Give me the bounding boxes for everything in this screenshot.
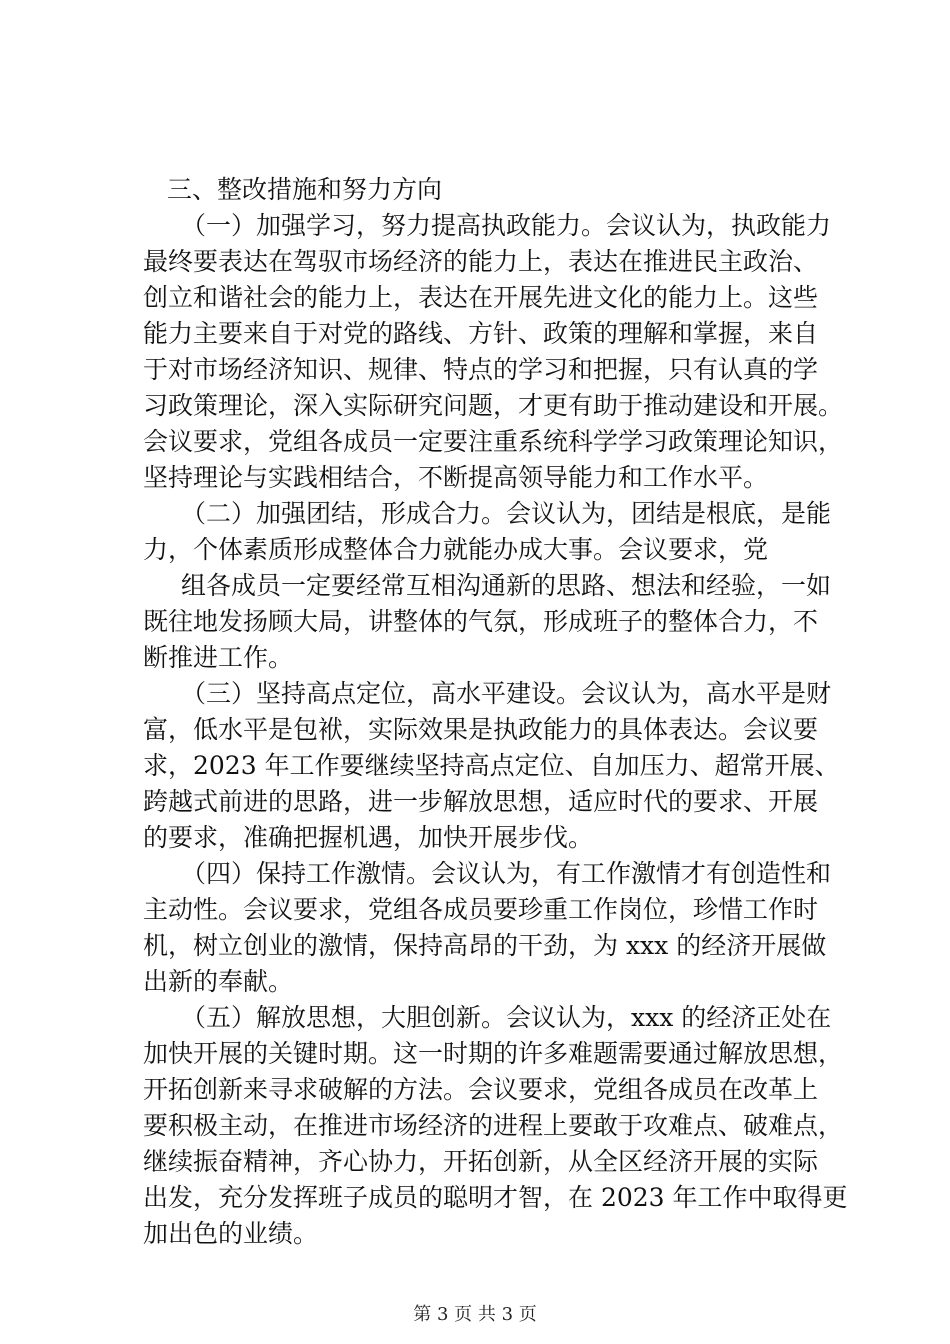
paragraph-line: 断推进工作。 [143, 643, 294, 672]
paragraph-line: 跨越式前进的思路，进一步解放思想，适应时代的要求、开展 [143, 787, 819, 816]
paragraph-line: 会议要求，党组各成员一定要注重系统科学学习政策理论知识， [143, 427, 844, 456]
paragraph-line: 组各成员一定要经常互相沟通新的思路、想法和经验，一如 [181, 571, 832, 600]
paragraph-4 [143, 676, 843, 856]
paragraph-line: 的要求，准确把握机遇，加快开展步伐。 [143, 823, 594, 852]
paragraph-line: 机，树立创业的激情，保持高昂的干劲，为 xxx 的经济开展做 [143, 931, 827, 960]
paragraph-line: 既往地发扬顾大局，讲整体的气氛，形成班子的整体合力，不 [143, 607, 819, 636]
paragraph-line: （一）加强学习，努力提高执政能力。会议认为，执政能力 [181, 211, 832, 240]
paragraph-line: 创立和谐社会的能力上，表达在开展先进文化的能力上。这些 [143, 283, 819, 312]
paragraph-line: 求，2023 年工作要继续坚持高点定位、自加压力、超常开展、 [143, 751, 840, 780]
paragraph-line: 加出色的业绩。 [143, 1219, 319, 1248]
paragraph-line: （三）坚持高点定位，高水平建设。会议认为，高水平是财 [181, 679, 832, 708]
paragraph-line: 加快开展的关键时期。这一时期的许多难题需要通过解放思想， [143, 1039, 844, 1068]
paragraph-line: 出新的奉献。 [143, 967, 294, 996]
paragraph-line: 继续振奋精神，齐心协力，开拓创新，从全区经济开展的实际 [143, 1147, 819, 1176]
paragraph-6 [143, 1000, 848, 1252]
paragraph-line: 能力主要来自于对党的路线、方针、政策的理解和掌握，来自 [143, 319, 819, 348]
paragraph-line: 最终要表达在驾驭市场经济的能力上，表达在推进民主政治、 [143, 247, 819, 276]
paragraph-line: 力，个体素质形成整体合力就能办成大事。会议要求，党 [143, 535, 769, 564]
paragraph-line: 于对市场经济知识、规律、特点的学习和把握，只有认真的学 [143, 355, 819, 384]
section-heading: 三、整改措施和努力方向 [167, 175, 443, 204]
paragraph-line: 要积极主动，在推进市场经济的进程上要敢于攻难点、破难点， [143, 1111, 844, 1140]
paragraph-line: 习政策理论，深入实际研究问题，才更有助于推动建设和开展。 [143, 391, 844, 420]
paragraph-line: （二）加强团结，形成合力。会议认为，团结是根底，是能 [181, 499, 832, 528]
paragraph-5 [143, 856, 843, 1000]
paragraph-1 [143, 208, 843, 496]
paragraph-2 [143, 496, 843, 568]
page-footer: 第 3 页 共 3 页 [413, 1304, 537, 1325]
document-body [143, 172, 848, 1252]
paragraph-3 [143, 568, 843, 676]
paragraph-line: 出发，充分发挥班子成员的聪明才智，在 2023 年工作中取得更 [143, 1183, 848, 1212]
paragraph-line: （五）解放思想，大胆创新。会议认为，xxx 的经济正处在 [181, 1003, 832, 1032]
paragraph-line: 坚持理论与实践相结合，不断提高领导能力和工作水平。 [143, 463, 769, 492]
paragraph-line: （四）保持工作激情。会议认为，有工作激情才有创造性和 [181, 859, 832, 888]
paragraph-line: 富，低水平是包袱，实际效果是执政能力的具体表达。会议要 [143, 715, 819, 744]
paragraph-line: 开拓创新来寻求破解的方法。会议要求，党组各成员在改革上 [143, 1075, 819, 1104]
paragraph-line: 主动性。会议要求，党组各成员要珍重工作岗位，珍惜工作时 [143, 895, 819, 924]
